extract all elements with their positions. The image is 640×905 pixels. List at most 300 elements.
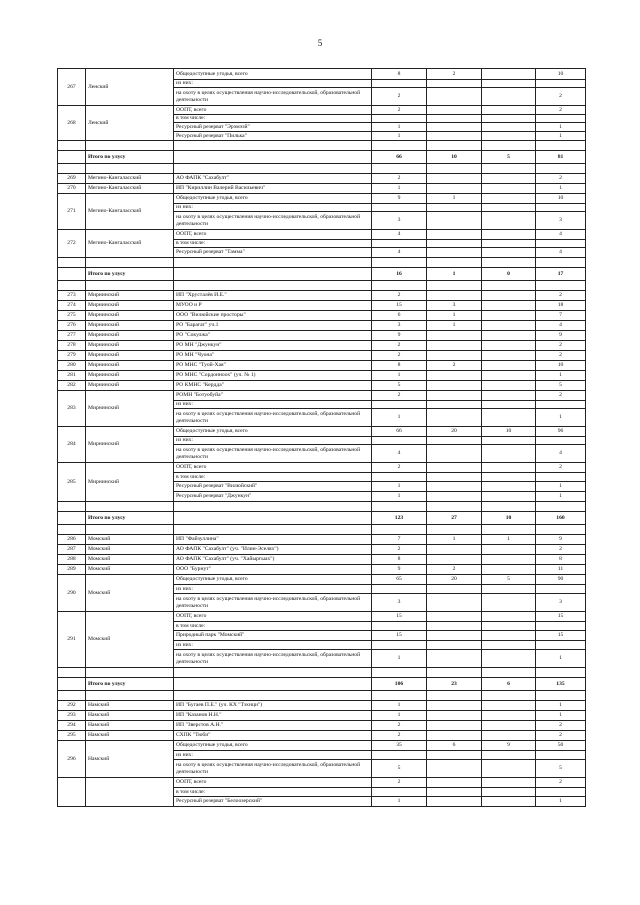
total-row [58, 678, 586, 691]
quota-c3 [482, 248, 536, 258]
hunting-ground: на охоту в целях осуществления научно-исследовательской, образовательной деятельности [174, 409, 372, 427]
empty-cell [58, 512, 86, 525]
quota-c4: 1 [536, 492, 586, 502]
quota-c2 [427, 631, 482, 641]
quota-c2 [427, 445, 482, 463]
hunting-ground: на охоту в целях осуществления научно-исследовательской, образовательной деятельности [174, 760, 372, 778]
quota-c2: 2 [427, 361, 482, 371]
quota-c3 [482, 115, 536, 123]
quota-c3 [482, 788, 536, 797]
quota-c4: 2 [536, 721, 586, 731]
district-name: Мирнинский [86, 341, 174, 351]
quota-c4: 18 [536, 301, 586, 311]
quota-c1: 1 [372, 492, 427, 502]
empty-cell [58, 678, 86, 691]
quota-c1: 15 [372, 612, 427, 622]
total-c3: 10 [482, 512, 536, 525]
row-number: 282 [58, 381, 86, 391]
table-row [58, 301, 586, 311]
quota-c2 [427, 291, 482, 301]
table-row [58, 69, 586, 80]
district-name: Мирнинский [86, 331, 174, 341]
hunting-ground: ООПТ, всего [174, 463, 372, 473]
table-row [58, 612, 586, 622]
empty-cell [372, 668, 427, 678]
quota-c2 [427, 132, 482, 141]
quota-c3: 1 [482, 535, 536, 545]
district-name: Мирнинский [86, 321, 174, 331]
total-row [58, 268, 586, 281]
hunting-ground: ООО "Вилюйские просторы" [174, 311, 372, 321]
quota-c3 [482, 409, 536, 427]
quota-c1: 3 [372, 321, 427, 331]
quota-c4: 90 [536, 575, 586, 585]
district-name: Ленский [86, 69, 174, 106]
empty-cell [536, 691, 586, 701]
total-c1: 106 [372, 678, 427, 691]
hunting-ground: Общедоступные угодья, всего [174, 741, 372, 751]
quota-c2 [427, 788, 482, 797]
row-number: 287 [58, 545, 86, 555]
quota-c2: 1 [427, 535, 482, 545]
district-name: Мирнинский [86, 463, 174, 502]
quota-c4: 11 [536, 565, 586, 575]
quota-c3 [482, 132, 536, 141]
quota-c4 [536, 751, 586, 760]
empty-cell [427, 691, 482, 701]
hunting-ground: РО "Барагат" уч.1 [174, 321, 372, 331]
quota-c2 [427, 248, 482, 258]
quota-c3 [482, 291, 536, 301]
quota-c1 [372, 622, 427, 631]
total-label: Итого по улусу [86, 678, 174, 691]
district-name: Намский [86, 741, 174, 778]
quota-c4: 2 [536, 341, 586, 351]
quota-c2 [427, 123, 482, 132]
row-number: 272 [58, 230, 86, 258]
spacer-row [58, 668, 586, 678]
quota-c4: 1 [536, 132, 586, 141]
district-name: Мегино-Кангаласский [86, 184, 174, 194]
total-c3: 6 [482, 678, 536, 691]
empty-cell [58, 258, 86, 268]
spacer-row [58, 164, 586, 174]
quota-c3 [482, 555, 536, 565]
quota-c2 [427, 482, 482, 492]
row-number: 275 [58, 311, 86, 321]
row-number: 270 [58, 184, 86, 194]
table-row [58, 555, 586, 565]
table-row [58, 291, 586, 301]
quota-c3 [482, 371, 536, 381]
quota-c3 [482, 463, 536, 473]
hunting-ground: Ресурсный резерват "Тамма" [174, 248, 372, 258]
total-c1: 66 [372, 151, 427, 164]
hunting-ground: ООПТ, всего [174, 778, 372, 788]
quota-c4 [536, 240, 586, 248]
hunting-ground: Ресурсный резерват "Белоозерский" [174, 797, 372, 807]
table-row [58, 184, 586, 194]
quota-c2: 20 [427, 575, 482, 585]
quota-c4: 10 [536, 194, 586, 204]
empty-cell [174, 151, 372, 164]
empty-cell [536, 502, 586, 512]
hunting-ground: РО МН "Джункун" [174, 341, 372, 351]
hunting-ground: РО МНС "Туой-Хая" [174, 361, 372, 371]
quota-c3: 10 [482, 427, 536, 437]
quota-c4: 1 [536, 711, 586, 721]
row-number: 274 [58, 301, 86, 311]
district-name [86, 778, 174, 807]
quota-c4: 2 [536, 106, 586, 115]
hunting-ground: из них: [174, 585, 372, 594]
table-row [58, 351, 586, 361]
quota-c3 [482, 184, 536, 194]
quota-c1 [372, 80, 427, 88]
quota-c1 [372, 401, 427, 409]
quota-c2 [427, 473, 482, 482]
hunting-ground: Общедоступные угодья, всего [174, 194, 372, 204]
quota-c4: 2 [536, 291, 586, 301]
hunting-ground: СХПК "Тюби" [174, 731, 372, 741]
quota-c2: 20 [427, 427, 482, 437]
district-name: Момский [86, 565, 174, 575]
quota-c1: 4 [372, 230, 427, 240]
empty-cell [427, 141, 482, 151]
quota-c3 [482, 473, 536, 482]
quota-c4: 3 [536, 212, 586, 230]
quota-c1: 1 [372, 711, 427, 721]
total-c3: 0 [482, 268, 536, 281]
quota-c3 [482, 631, 536, 641]
quota-c4: 1 [536, 797, 586, 807]
quota-c2 [427, 204, 482, 212]
quota-c1 [372, 115, 427, 123]
table-row [58, 331, 586, 341]
empty-cell [86, 691, 174, 701]
district-name: Момский [86, 555, 174, 565]
total-c4: 17 [536, 268, 586, 281]
quota-c1: 2 [372, 721, 427, 731]
quota-c1: 2 [372, 351, 427, 361]
hunting-ground: ИП "Кириллин Валерий Васильевич" [174, 184, 372, 194]
quota-c3 [482, 622, 536, 631]
quota-c1: 2 [372, 778, 427, 788]
quota-c3 [482, 731, 536, 741]
quota-c2 [427, 701, 482, 711]
hunting-ground: Общедоступные угодья, всего [174, 427, 372, 437]
quota-c1: 3 [372, 212, 427, 230]
quota-c2 [427, 391, 482, 401]
quota-c4 [536, 473, 586, 482]
hunting-ground: ИП "Зверстов А.Н." [174, 721, 372, 731]
empty-cell [86, 141, 174, 151]
empty-cell [58, 268, 86, 281]
quota-c3 [482, 650, 536, 668]
quota-c4: 1 [536, 409, 586, 427]
empty-cell [482, 668, 536, 678]
empty-cell [372, 691, 427, 701]
table-row [58, 230, 586, 240]
quota-c4 [536, 622, 586, 631]
hunting-ground: Общедоступные угодья, всего [174, 69, 372, 80]
empty-cell [482, 691, 536, 701]
quota-c1 [372, 641, 427, 650]
quota-c4: 2 [536, 778, 586, 788]
quota-c2 [427, 585, 482, 594]
empty-cell [58, 502, 86, 512]
quota-c2 [427, 351, 482, 361]
quota-c3 [482, 701, 536, 711]
quota-c2 [427, 331, 482, 341]
quota-c1: 1 [372, 482, 427, 492]
row-number: 295 [58, 731, 86, 741]
empty-cell [58, 525, 86, 535]
quota-c4: 2 [536, 731, 586, 741]
empty-cell [427, 502, 482, 512]
district-name: Мегино-Кангаласский [86, 194, 174, 230]
empty-cell [427, 281, 482, 291]
empty-cell [174, 141, 372, 151]
quota-c1: 3 [372, 594, 427, 612]
quota-c3 [482, 797, 536, 807]
hunting-ground: Общедоступные угодья, всего [174, 575, 372, 585]
quota-c2 [427, 409, 482, 427]
empty-cell [372, 502, 427, 512]
quota-c3 [482, 341, 536, 351]
row-number: 280 [58, 361, 86, 371]
quota-c1: 9 [372, 194, 427, 204]
quota-c2 [427, 721, 482, 731]
hunting-ground: Ресурсный резерват "Вилюйский" [174, 482, 372, 492]
quota-c2 [427, 492, 482, 502]
quota-c3 [482, 194, 536, 204]
row-number: 286 [58, 535, 86, 545]
quota-c4: 4 [536, 248, 586, 258]
quota-c2 [427, 184, 482, 194]
row-number: 288 [58, 555, 86, 565]
quota-c3 [482, 482, 536, 492]
quota-c4 [536, 641, 586, 650]
quota-c3 [482, 612, 536, 622]
quota-c3 [482, 760, 536, 778]
row-number: 268 [58, 106, 86, 141]
empty-cell [482, 141, 536, 151]
quota-c4 [536, 115, 586, 123]
quota-c3 [482, 585, 536, 594]
row-number: 278 [58, 341, 86, 351]
quota-c2 [427, 612, 482, 622]
district-name: Момский [86, 575, 174, 612]
quota-c4 [536, 204, 586, 212]
quota-c4: 2 [536, 391, 586, 401]
quota-c4: 1 [536, 184, 586, 194]
quota-c1: 5 [372, 760, 427, 778]
table-row [58, 321, 586, 331]
quota-c2: 1 [427, 194, 482, 204]
quota-c1: 15 [372, 301, 427, 311]
table-row [58, 381, 586, 391]
hunting-ground: АО ФАПК "Сахабулт" (уч. "Илин-Эселях") [174, 545, 372, 555]
quota-c2 [427, 778, 482, 788]
row-number: 292 [58, 701, 86, 711]
quota-c2 [427, 381, 482, 391]
quota-c3 [482, 751, 536, 760]
district-name: Мирнинский [86, 391, 174, 427]
quota-c1: 2 [372, 341, 427, 351]
quota-c2 [427, 80, 482, 88]
quota-c2 [427, 371, 482, 381]
quota-c2: 2 [427, 565, 482, 575]
quota-c1: 1 [372, 132, 427, 141]
row-number: 279 [58, 351, 86, 361]
hunting-ground: из них: [174, 401, 372, 409]
district-name: Мирнинский [86, 427, 174, 463]
quota-c2 [427, 115, 482, 123]
quota-c1: 1 [372, 650, 427, 668]
quota-c4: 4 [536, 445, 586, 463]
quota-c3 [482, 204, 536, 212]
empty-cell [174, 691, 372, 701]
hunting-ground: на охоту в целях осуществления научно-исследовательской, образовательной деятельности [174, 212, 372, 230]
quota-c3 [482, 69, 536, 80]
district-name: Мирнинский [86, 311, 174, 321]
quota-c1: 1 [372, 371, 427, 381]
quota-c1 [372, 751, 427, 760]
empty-cell [536, 164, 586, 174]
empty-cell [174, 258, 372, 268]
total-c1: 16 [372, 268, 427, 281]
empty-cell [482, 525, 536, 535]
empty-cell [174, 164, 372, 174]
quota-c3 [482, 301, 536, 311]
quota-c1 [372, 473, 427, 482]
table-row [58, 545, 586, 555]
district-name: Мирнинский [86, 361, 174, 371]
table-row [58, 361, 586, 371]
spacer-row [58, 141, 586, 151]
empty-cell [174, 281, 372, 291]
quota-c1: 4 [372, 248, 427, 258]
table-row [58, 391, 586, 401]
quota-c4: 2 [536, 463, 586, 473]
hunting-ground: ООПТ, всего [174, 612, 372, 622]
spacer-row [58, 281, 586, 291]
quota-c3 [482, 721, 536, 731]
hunting-ground: ИП "Казанов Н.Н." [174, 711, 372, 721]
quota-c1: 8 [372, 69, 427, 80]
quota-c3 [482, 321, 536, 331]
quota-c4: 15 [536, 612, 586, 622]
empty-cell [372, 164, 427, 174]
table-row [58, 731, 586, 741]
empty-cell [427, 668, 482, 678]
hunting-ground: РО МНС "Сордонноох" (уч. № 1) [174, 371, 372, 381]
quota-c2 [427, 174, 482, 184]
hunting-ground: в том числе: [174, 622, 372, 631]
quota-c1 [372, 204, 427, 212]
row-number: 269 [58, 174, 86, 184]
page-number: 5 [317, 38, 323, 48]
district-name: Мирнинский [86, 291, 174, 301]
quota-c1: 5 [372, 381, 427, 391]
table-row [58, 311, 586, 321]
total-c3: 5 [482, 151, 536, 164]
hunting-ground: ООПТ, всего [174, 106, 372, 115]
hunting-ground: на охоту в целях осуществления научно-исследовательской, образовательной деятельности [174, 650, 372, 668]
quota-c4: 2 [536, 351, 586, 361]
quota-c3 [482, 565, 536, 575]
row-number: 276 [58, 321, 86, 331]
quota-c1: 1 [372, 123, 427, 132]
empty-cell [86, 668, 174, 678]
quota-c4: 10 [536, 69, 586, 80]
empty-cell [174, 525, 372, 535]
quota-c2: 1 [427, 311, 482, 321]
quota-c2: 6 [427, 741, 482, 751]
quota-c2 [427, 555, 482, 565]
quota-c4: 1 [536, 701, 586, 711]
quota-c4: 1 [536, 123, 586, 132]
quota-c3 [482, 351, 536, 361]
quota-c4: 1 [536, 650, 586, 668]
quota-c4: 4 [536, 230, 586, 240]
quota-c1: 9 [372, 331, 427, 341]
quota-c4: 50 [536, 741, 586, 751]
quota-c2 [427, 760, 482, 778]
quota-c2 [427, 731, 482, 741]
hunting-ground: Ресурсный резерват "Джункун" [174, 492, 372, 502]
empty-cell [536, 525, 586, 535]
quota-c4: 15 [536, 631, 586, 641]
empty-cell [86, 281, 174, 291]
quota-c3 [482, 391, 536, 401]
empty-cell [427, 164, 482, 174]
spacer-row [58, 525, 586, 535]
quota-c1: 2 [372, 391, 427, 401]
quota-c4: 2 [536, 174, 586, 184]
quota-c4: 2 [536, 545, 586, 555]
quota-c4: 5 [536, 760, 586, 778]
quota-c1: 66 [372, 427, 427, 437]
quota-c3 [482, 174, 536, 184]
table-row [58, 778, 586, 788]
row-number: 294 [58, 721, 86, 731]
quota-c2: 3 [427, 301, 482, 311]
quota-c4: 2 [536, 88, 586, 106]
empty-cell [482, 281, 536, 291]
district-name: Ленский [86, 106, 174, 141]
empty-cell [372, 525, 427, 535]
quota-c2 [427, 106, 482, 115]
quota-c3 [482, 311, 536, 321]
table-row [58, 721, 586, 731]
row-number: 271 [58, 194, 86, 230]
row-number: 273 [58, 291, 86, 301]
quota-c3 [482, 106, 536, 115]
total-c2: 1 [427, 268, 482, 281]
quota-c2 [427, 545, 482, 555]
quota-c4: 96 [536, 427, 586, 437]
quota-c3 [482, 80, 536, 88]
row-number: 293 [58, 711, 86, 721]
quota-c1: 2 [372, 731, 427, 741]
row-number: 296 [58, 741, 86, 778]
empty-cell [372, 141, 427, 151]
empty-cell [86, 258, 174, 268]
hunting-ground: из них: [174, 80, 372, 88]
hunting-ground: в том числе: [174, 473, 372, 482]
